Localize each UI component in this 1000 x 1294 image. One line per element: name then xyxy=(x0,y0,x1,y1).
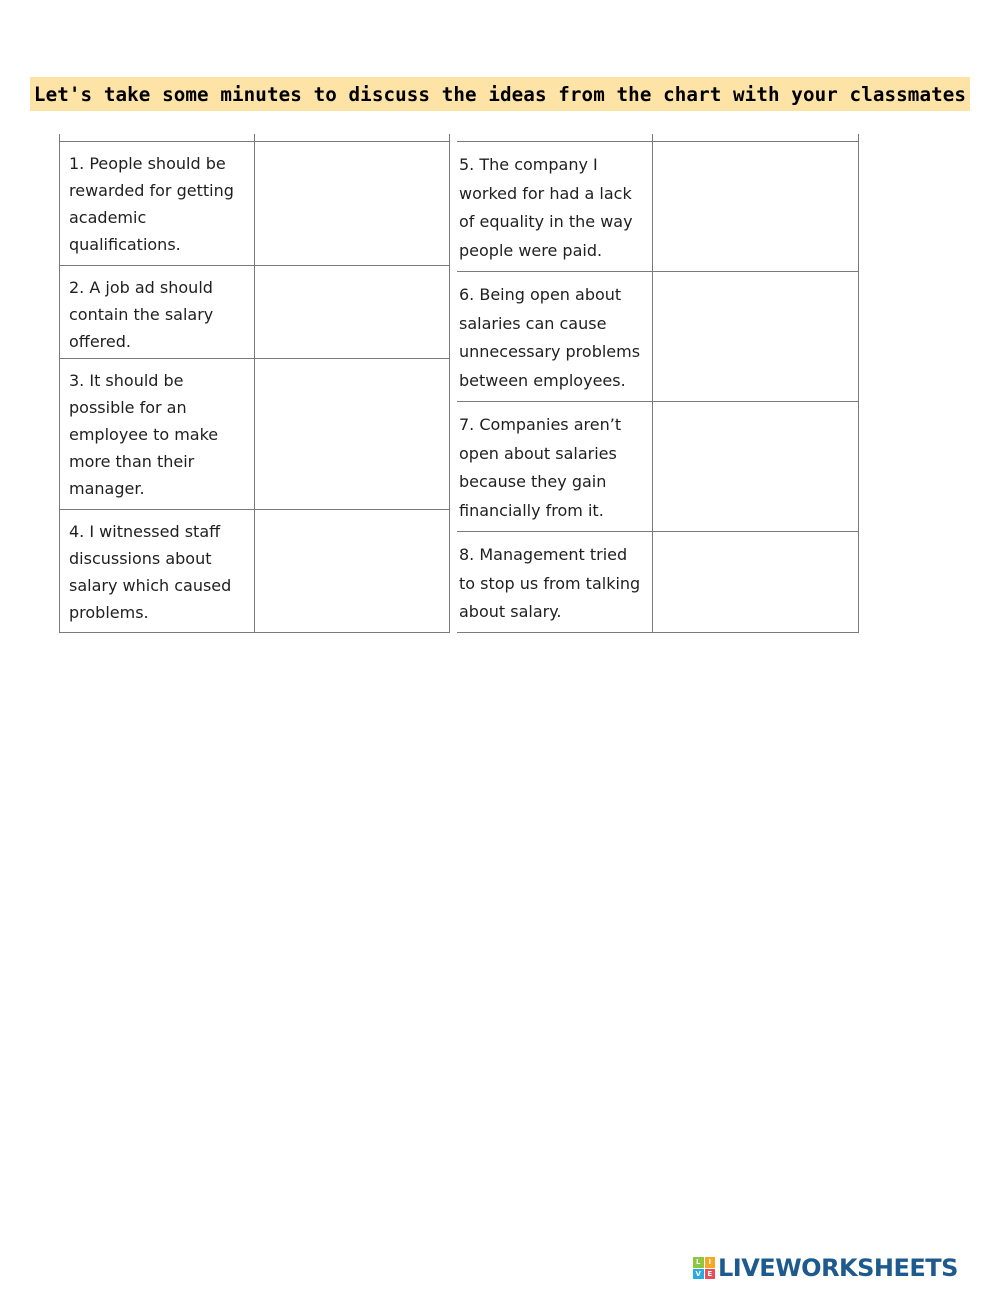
liveworksheets-logo xyxy=(693,1254,958,1282)
statements-table-right xyxy=(449,134,859,633)
statements-table-left xyxy=(59,134,449,633)
answer-box-3[interactable] xyxy=(255,359,449,509)
logo-letter-i: I xyxy=(705,1257,716,1268)
answer-box-6[interactable] xyxy=(653,272,858,401)
table-row xyxy=(59,358,449,509)
statement-3: 3. It should be possible for an employee to make more than their manager. xyxy=(69,371,219,498)
page-title: Let's take some minutes to discuss the ideas from the chart with your classmates xyxy=(33,82,967,106)
answer-box-1[interactable] xyxy=(255,142,449,265)
table-row xyxy=(457,141,859,271)
statement-6: 6. Being open about salaries can cause unnecessary problems between employees. xyxy=(459,285,641,390)
statement-8: 8. Management tried to stop us from talking about salary. xyxy=(459,545,641,621)
answer-box-5[interactable] xyxy=(653,142,858,271)
answer-box-4[interactable] xyxy=(255,510,449,632)
table-row xyxy=(457,271,859,401)
table-row xyxy=(59,141,449,265)
table-row xyxy=(457,531,859,633)
statement-5: 5. The company I worked for had a lack of equality in the way people were paid. xyxy=(459,155,633,260)
table-row xyxy=(59,509,449,633)
logo-letter-l: L xyxy=(693,1257,704,1268)
statement-4: 4. I witnessed staff discussions about salary which caused problems. xyxy=(69,522,232,622)
answer-box-2[interactable] xyxy=(255,266,449,358)
answer-box-7[interactable] xyxy=(653,402,858,531)
statement-7: 7. Companies aren’t open about salaries because they gain financially from it. xyxy=(459,415,622,520)
brand-name: LIVEWORKSHEETS xyxy=(718,1254,958,1282)
table-row xyxy=(59,265,449,358)
statement-1: 1. People should be rewarded for getting academic qualifications. xyxy=(69,154,234,254)
table-row xyxy=(457,401,859,531)
answer-box-8[interactable] xyxy=(653,532,858,632)
logo-grid-icon xyxy=(693,1257,715,1279)
statement-2: 2. A job ad should contain the salary offered. xyxy=(69,278,214,351)
logo-letter-v: V xyxy=(693,1269,704,1280)
logo-letter-e: E xyxy=(705,1269,716,1280)
title-banner xyxy=(30,77,970,111)
